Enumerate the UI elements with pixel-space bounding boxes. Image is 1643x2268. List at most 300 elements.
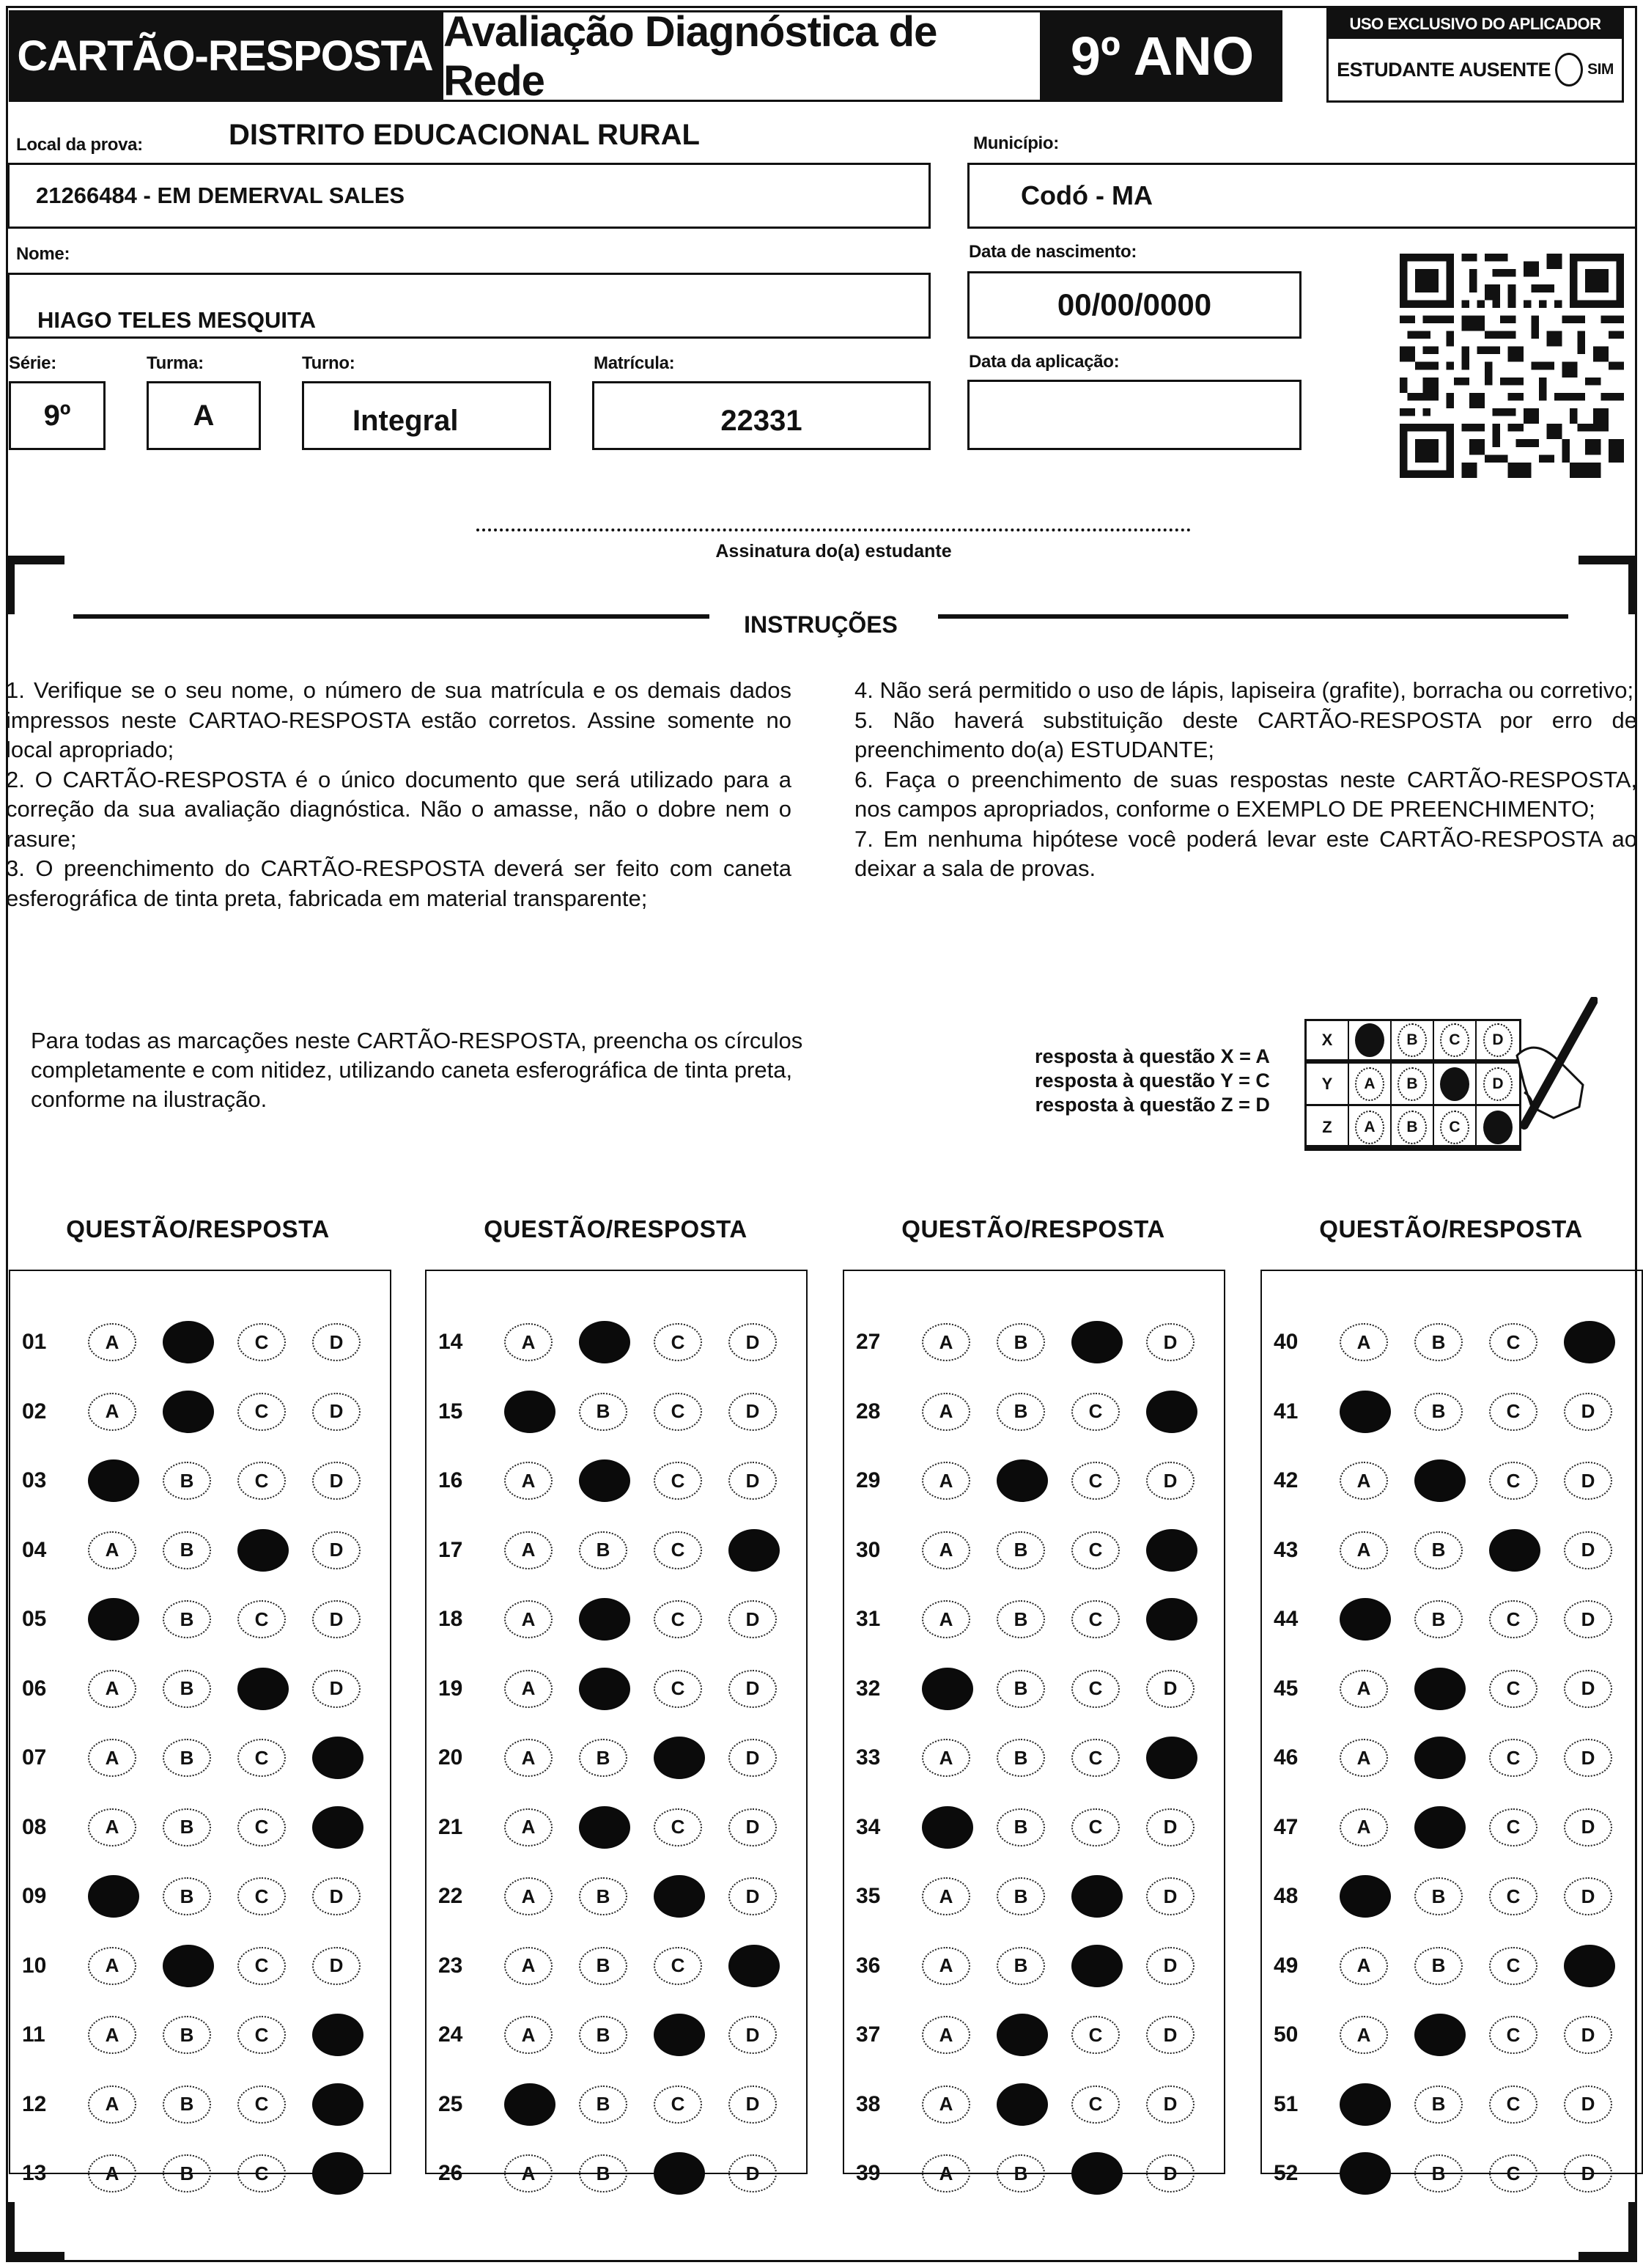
answer-bubble-d[interactable]: D (312, 1393, 361, 1431)
question-row (10, 2139, 390, 2209)
answer-bubble-a[interactable] (88, 1459, 139, 1502)
answer-bubble-b[interactable]: B (163, 1877, 211, 1915)
answer-bubble-d[interactable]: D (728, 2154, 777, 2192)
answer-bubble-a[interactable]: A (504, 1531, 553, 1569)
example-bubble-a: A (1355, 1111, 1384, 1144)
answer-bubble-b[interactable]: B (997, 1739, 1045, 1777)
example-bubble-a (1355, 1023, 1384, 1057)
answer-bubble-b[interactable]: B (1414, 1531, 1463, 1569)
answer-bubble-d[interactable] (1564, 1945, 1615, 1987)
question-number: 11 (22, 2022, 45, 2047)
answer-bubble-c[interactable]: C (237, 1462, 286, 1500)
answer-bubble-b[interactable]: B (163, 2016, 211, 2054)
answer-bubble-b[interactable]: B (579, 1739, 627, 1777)
answer-bubble-b[interactable] (997, 2083, 1048, 2126)
question-number: 45 (1274, 1676, 1299, 1701)
answer-bubble-b[interactable]: B (997, 1877, 1045, 1915)
answer-bubble-d[interactable]: D (728, 1808, 777, 1847)
answer-bubble-c[interactable] (1071, 1875, 1123, 1918)
answer-bubble-a[interactable]: A (504, 2154, 553, 2192)
question-row (844, 2000, 1224, 2070)
answer-bubble-a[interactable]: A (1340, 2016, 1388, 2054)
answer-bubble-b[interactable]: B (579, 2154, 627, 2192)
question-number: 25 (438, 2091, 463, 2116)
answer-bubble-c[interactable]: C (1489, 1393, 1537, 1431)
example-text: Para todas as marcações neste CARTÃO-RESPOSTA, preencha os círculos completamente e com nitidez, utilizando caneta esferográfica de tinta preta, conforme na ilustração. (31, 1028, 803, 1112)
answer-bubble-b[interactable]: B (163, 2085, 211, 2124)
answer-bubble-b[interactable]: B (997, 1670, 1045, 1708)
answer-bubble-a[interactable]: A (1340, 1947, 1388, 1985)
question-row (10, 1585, 390, 1654)
answer-bubble-d[interactable]: D (312, 1877, 361, 1915)
question-row (1262, 1932, 1642, 2001)
answer-bubble-d[interactable] (312, 2152, 363, 2195)
answer-bubble-a[interactable]: A (504, 1462, 553, 1500)
registration-mark-bottom-right (1579, 2202, 1637, 2261)
answer-bubble-d[interactable] (312, 1806, 363, 1849)
answer-bubble-a[interactable]: A (504, 1323, 553, 1361)
answer-bubble-c[interactable]: C (654, 1393, 702, 1431)
answer-bubble-a[interactable]: A (922, 1877, 970, 1915)
question-number: 26 (438, 2161, 463, 2186)
answer-column-3 (843, 1270, 1225, 2186)
answer-bubble-d[interactable]: D (312, 1600, 361, 1638)
answer-bubble-c[interactable]: C (237, 1808, 286, 1847)
answer-bubble-d[interactable]: D (1146, 1323, 1195, 1361)
question-number: 28 (856, 1399, 881, 1424)
answer-bubble-c[interactable]: C (1489, 1877, 1537, 1915)
answer-bubble-d[interactable]: D (728, 1393, 777, 1431)
answer-bubble-d[interactable] (1146, 1391, 1197, 1433)
answer-bubble-a[interactable]: A (922, 1323, 970, 1361)
answer-bubble-b[interactable]: B (579, 1531, 627, 1569)
answer-bubble-a[interactable]: A (88, 2154, 136, 2192)
answer-bubble-a[interactable]: A (88, 1947, 136, 1985)
answer-bubble-a[interactable]: A (88, 1808, 136, 1847)
answer-bubble-a[interactable] (1340, 2152, 1391, 2195)
answer-bubble-c[interactable]: C (237, 1947, 286, 1985)
question-row (427, 2070, 806, 2140)
turma-field (147, 381, 261, 450)
example-row (1307, 1064, 1519, 1106)
answer-bubble-d[interactable]: D (728, 2016, 777, 2054)
answer-bubble-d[interactable]: D (1146, 1808, 1195, 1847)
answer-bubble-c[interactable]: C (1071, 1739, 1120, 1777)
answer-bubble-a[interactable]: A (88, 1531, 136, 1569)
example-cell (1349, 1021, 1392, 1059)
column-header: QUESTÃO/RESPOSTA (1319, 1215, 1583, 1242)
absent-checkbox[interactable] (1555, 53, 1583, 86)
question-row (1262, 1308, 1642, 1377)
answer-bubble-a[interactable]: A (504, 1808, 553, 1847)
answer-bubble-a[interactable]: A (88, 1323, 136, 1361)
answer-bubble-d[interactable]: D (728, 2085, 777, 2124)
answer-bubble-c[interactable] (1071, 2152, 1123, 2195)
answer-bubble-d[interactable]: D (1146, 2016, 1195, 2054)
answer-bubble-a[interactable]: A (504, 1670, 553, 1708)
question-number: 16 (438, 1468, 463, 1493)
answer-bubble-c[interactable] (1071, 1321, 1123, 1363)
answer-bubble-c[interactable]: C (1071, 1531, 1120, 1569)
aplicacao-label: Data da aplicação: (969, 352, 1120, 372)
answer-bubble-d[interactable]: D (728, 1600, 777, 1638)
answer-bubble-b[interactable]: B (997, 2154, 1045, 2192)
answer-bubble-a[interactable]: A (1340, 1739, 1388, 1777)
registration-mark-top-left (6, 556, 64, 614)
answer-bubble-c[interactable]: C (654, 1462, 702, 1500)
signature-line[interactable] (476, 529, 1191, 531)
question-number: 32 (856, 1676, 881, 1701)
registration-mark-top-right (1579, 556, 1637, 614)
answer-bubble-b[interactable]: B (163, 1462, 211, 1500)
answer-bubble-a[interactable]: A (504, 2016, 553, 2054)
answer-bubble-b[interactable]: B (579, 1877, 627, 1915)
answer-bubble-b[interactable]: B (163, 1739, 211, 1777)
answer-bubble-a[interactable]: A (88, 1670, 136, 1708)
answer-bubble-c[interactable] (654, 2152, 705, 2195)
answer-bubble-a[interactable]: A (922, 1600, 970, 1638)
serie-field (9, 381, 106, 450)
answer-bubble-a[interactable]: A (88, 2016, 136, 2054)
answer-bubble-a[interactable]: A (504, 1600, 553, 1638)
question-number: 14 (438, 1330, 463, 1355)
card-title: CARTÃO-RESPOSTA (9, 10, 441, 102)
answer-bubble-a[interactable]: A (1340, 1462, 1388, 1500)
registration-mark-bottom-left (6, 2202, 64, 2261)
question-row (844, 1308, 1224, 1377)
question-number: 10 (22, 1953, 47, 1978)
answer-bubble-c[interactable]: C (237, 1600, 286, 1638)
answer-bubble-c[interactable]: C (1489, 1739, 1537, 1777)
answer-bubble-b[interactable]: B (1414, 1877, 1463, 1915)
answer-bubble-d[interactable]: D (1564, 1600, 1612, 1638)
answer-bubble-c[interactable]: C (1489, 2085, 1537, 2124)
answer-bubble-c[interactable]: C (1071, 2016, 1120, 2054)
answer-bubble-a[interactable]: A (88, 2085, 136, 2124)
answer-bubble-b[interactable] (163, 1945, 214, 1987)
answer-bubble-c[interactable]: C (1489, 1600, 1537, 1638)
answer-bubble-d[interactable] (728, 1529, 780, 1572)
example-cell (1392, 1064, 1434, 1104)
legend-line: resposta à questão Z = D (1035, 1094, 1270, 1116)
question-row (10, 1446, 390, 1516)
municipio-label: Município: (973, 133, 1059, 153)
answer-bubble-d[interactable] (1146, 1737, 1197, 1779)
instruction-item: 1. Verifique se o seu nome, o número de sua matrícula e os demais dados impressos neste CARTAO-RESPOSTA estão corretos. Assine somente no local apropriado; (6, 677, 791, 762)
answer-bubble-d[interactable]: D (1564, 1393, 1612, 1431)
answer-bubble-d[interactable]: D (1564, 2085, 1612, 2124)
question-row (844, 1654, 1224, 1724)
answer-bubble-b[interactable]: B (163, 1531, 211, 1569)
nascimento-value: 00/00/0000 (1057, 287, 1212, 322)
question-row (427, 1932, 806, 2001)
answer-bubble-a[interactable] (922, 1668, 973, 1710)
question-number: 04 (22, 1537, 47, 1562)
answer-bubble-d[interactable] (312, 1737, 363, 1779)
example-cell (1349, 1106, 1392, 1149)
example-bubble-c (1440, 1067, 1469, 1101)
absent-label: ESTUDANTE AUSENTE (1337, 58, 1551, 81)
answer-bubble-d[interactable]: D (1564, 2154, 1612, 2192)
question-number: 31 (856, 1607, 881, 1632)
answer-bubble-d[interactable] (728, 1945, 780, 1987)
answer-bubble-d[interactable]: D (312, 1462, 361, 1500)
answer-bubble-a[interactable] (504, 2083, 555, 2126)
answer-bubble-d[interactable]: D (1564, 1877, 1612, 1915)
answer-bubble-b[interactable]: B (997, 1600, 1045, 1638)
answer-bubble-c[interactable]: C (654, 1670, 702, 1708)
answer-bubble-b[interactable]: B (579, 1393, 627, 1431)
question-row (1262, 1585, 1642, 1654)
answer-bubble-d[interactable]: D (728, 1323, 777, 1361)
question-row (844, 1862, 1224, 1932)
answer-bubble-c[interactable] (1489, 1529, 1540, 1572)
answer-bubble-d[interactable]: D (728, 1670, 777, 1708)
answer-bubble-d[interactable]: D (728, 1462, 777, 1500)
question-row (427, 2000, 806, 2070)
question-number: 36 (856, 1953, 881, 1978)
answer-bubble-b[interactable]: B (579, 2016, 627, 2054)
answer-bubble-b[interactable]: B (997, 1323, 1045, 1361)
answer-bubble-d[interactable]: D (1146, 1462, 1195, 1500)
answer-bubble-b[interactable]: B (997, 1947, 1045, 1985)
example-row-label: X (1307, 1021, 1349, 1059)
answer-bubble-c[interactable]: C (654, 1323, 702, 1361)
answer-bubble-d[interactable] (1146, 1529, 1197, 1572)
answer-bubble-a[interactable]: A (922, 1531, 970, 1569)
answer-bubble-b[interactable]: B (1414, 2154, 1463, 2192)
answer-bubble-c[interactable]: C (1489, 1808, 1537, 1847)
answer-bubble-d[interactable]: D (312, 1323, 361, 1361)
answer-bubble-d[interactable]: D (312, 1670, 361, 1708)
answer-bubble-c[interactable]: C (237, 1739, 286, 1777)
answer-bubble-d[interactable]: D (728, 1739, 777, 1777)
answer-bubble-b[interactable]: B (579, 1947, 627, 1985)
question-number: 27 (856, 1330, 881, 1355)
example-bubble-d: D (1483, 1067, 1513, 1101)
answer-bubble-a[interactable] (88, 1875, 139, 1918)
answer-bubble-c[interactable]: C (237, 1877, 286, 1915)
question-row (427, 1446, 806, 1516)
answer-bubble-d[interactable] (312, 2083, 363, 2126)
answer-bubble-a[interactable]: A (922, 1947, 970, 1985)
serie-label: Série: (9, 353, 56, 373)
answer-bubble-d[interactable]: D (1146, 1947, 1195, 1985)
answer-bubble-c[interactable]: C (1071, 1393, 1120, 1431)
question-number: 46 (1274, 1745, 1299, 1770)
answer-bubble-c[interactable]: C (654, 1808, 702, 1847)
question-row (10, 1377, 390, 1447)
answer-bubble-d[interactable] (1564, 1321, 1615, 1363)
answer-bubble-a[interactable]: A (1340, 1808, 1388, 1847)
column-header: QUESTÃO/RESPOSTA (66, 1215, 330, 1242)
answer-bubble-c[interactable]: C (654, 1947, 702, 1985)
answer-bubble-d[interactable] (1146, 1598, 1197, 1641)
question-number: 44 (1274, 1607, 1299, 1632)
answer-bubble-a[interactable]: A (504, 1739, 553, 1777)
answer-bubble-b[interactable] (1414, 1806, 1466, 1849)
question-number: 18 (438, 1607, 463, 1632)
answer-bubble-c[interactable] (654, 1875, 705, 1918)
answer-bubble-c[interactable]: C (654, 1600, 702, 1638)
answer-bubble-d[interactable]: D (1146, 1877, 1195, 1915)
answer-bubble-b[interactable]: B (1414, 1947, 1463, 1985)
answer-bubble-d[interactable]: D (1146, 2154, 1195, 2192)
answer-bubble-c[interactable]: C (654, 1531, 702, 1569)
answer-bubble-c[interactable]: C (1489, 2016, 1537, 2054)
question-row (1262, 1862, 1642, 1932)
answer-bubble-b[interactable] (1414, 2014, 1466, 2056)
answer-bubble-c[interactable]: C (1489, 1670, 1537, 1708)
answer-bubble-b[interactable]: B (163, 1808, 211, 1847)
answer-bubble-c[interactable] (237, 1668, 289, 1710)
instruction-item: 6. Faça o preenchimento de suas respostas neste CARTÃO-RESPOSTA, nos campos apropriados, conforme o EXEMPLO DE PREENCHIMENTO; (854, 766, 1637, 822)
question-number: 12 (22, 2091, 47, 2116)
question-number: 30 (856, 1537, 881, 1562)
answer-bubble-c[interactable] (237, 1529, 289, 1572)
answer-bubble-a[interactable]: A (922, 2154, 970, 2192)
answer-bubble-a[interactable]: A (88, 1739, 136, 1777)
answer-bubble-b[interactable]: B (997, 1531, 1045, 1569)
answer-bubble-b[interactable]: B (997, 1808, 1045, 1847)
answer-bubble-b[interactable] (579, 1598, 630, 1641)
answer-bubble-b[interactable]: B (163, 1600, 211, 1638)
answer-bubble-b[interactable] (163, 1321, 214, 1363)
applicator-box (1326, 7, 1624, 103)
question-number: 19 (438, 1676, 463, 1701)
answer-bubble-c[interactable]: C (1489, 1462, 1537, 1500)
question-row (844, 1932, 1224, 2001)
municipio-value: Codó - MA (1021, 180, 1153, 210)
question-number: 29 (856, 1468, 881, 1493)
answer-bubble-c[interactable]: C (237, 1393, 286, 1431)
question-row (844, 1585, 1224, 1654)
question-row (10, 1516, 390, 1586)
answer-bubble-a[interactable]: A (922, 1462, 970, 1500)
answer-bubble-a[interactable]: A (1340, 1670, 1388, 1708)
answer-bubble-d[interactable]: D (1564, 1670, 1612, 1708)
question-row (10, 1793, 390, 1863)
question-row (1262, 2139, 1642, 2209)
answer-bubble-c[interactable]: C (1071, 1808, 1120, 1847)
answer-bubble-b[interactable] (579, 1321, 630, 1363)
answer-bubble-a[interactable]: A (88, 1393, 136, 1431)
answer-bubble-c[interactable]: C (654, 2085, 702, 2124)
answer-bubble-a[interactable] (1340, 1598, 1391, 1641)
nome-value: HIAGO TELES MESQUITA (37, 307, 317, 333)
answer-bubble-b[interactable] (997, 1459, 1048, 1502)
answer-bubble-d[interactable]: D (1564, 1808, 1612, 1847)
aplicacao-field (967, 380, 1302, 450)
answer-bubble-c[interactable]: C (237, 2154, 286, 2192)
answer-bubble-b[interactable]: B (163, 2154, 211, 2192)
answer-bubble-b[interactable]: B (579, 2085, 627, 2124)
answer-bubble-c[interactable]: C (237, 1323, 286, 1361)
instruction-item: 7. Em nenhuma hipótese você poderá levar este CARTÃO-RESPOSTA ao deixar a sala de provas. (854, 825, 1637, 881)
answer-bubble-c[interactable]: C (1071, 1600, 1120, 1638)
answer-bubble-b[interactable] (163, 1391, 214, 1433)
answer-bubble-d[interactable]: D (1146, 2085, 1195, 2124)
answer-bubble-a[interactable]: A (504, 1947, 553, 1985)
nome-field (7, 273, 931, 339)
answer-bubble-d[interactable] (312, 2014, 363, 2056)
answer-bubble-d[interactable]: D (1564, 1531, 1612, 1569)
answer-bubble-d[interactable]: D (1564, 1462, 1612, 1500)
answer-bubble-c[interactable]: C (1489, 1947, 1537, 1985)
answer-bubble-a[interactable]: A (922, 2016, 970, 2054)
answer-bubble-b[interactable]: B (997, 1393, 1045, 1431)
answer-bubble-c[interactable] (654, 1737, 705, 1779)
question-number: 20 (438, 1745, 463, 1770)
answer-bubble-c[interactable]: C (1071, 2085, 1120, 2124)
serie-value: 9º (43, 399, 71, 432)
answer-bubble-b[interactable] (579, 1459, 630, 1502)
answer-bubble-b[interactable]: B (163, 1670, 211, 1708)
answer-bubble-b[interactable] (1414, 1737, 1466, 1779)
answer-bubble-b[interactable]: B (1414, 1323, 1463, 1361)
answer-bubble-b[interactable] (1414, 1459, 1466, 1502)
question-row (844, 2139, 1224, 2209)
question-number: 48 (1274, 1884, 1299, 1909)
answer-bubble-a[interactable] (1340, 1391, 1391, 1433)
answer-bubble-b[interactable] (997, 2014, 1048, 2056)
answer-bubble-c[interactable]: C (1489, 1323, 1537, 1361)
nome-label: Nome: (16, 244, 70, 264)
answer-bubble-a[interactable]: A (922, 2085, 970, 2124)
answer-bubble-d[interactable]: D (1564, 2016, 1612, 2054)
answer-bubble-d[interactable]: D (1564, 1739, 1612, 1777)
answer-bubble-a[interactable] (88, 1598, 139, 1641)
answer-bubble-c[interactable] (654, 2014, 705, 2056)
local-field (7, 163, 931, 229)
answer-bubble-c[interactable]: C (1071, 1462, 1120, 1500)
answer-bubble-b[interactable]: B (1414, 2085, 1463, 2124)
answer-bubble-b[interactable] (579, 1806, 630, 1849)
question-row (10, 1308, 390, 1377)
answer-bubble-d[interactable]: D (312, 1531, 361, 1569)
example-bubble-b: B (1398, 1067, 1427, 1101)
answer-bubble-b[interactable]: B (1414, 1600, 1463, 1638)
column-header: QUESTÃO/RESPOSTA (901, 1215, 1165, 1242)
instruction-item: 2. O CARTÃO-RESPOSTA é o único documento que será utilizado para a correção da sua avaliação diagnóstica. Não o amasse, não o dobre nem o rasure; (6, 766, 791, 852)
answer-bubble-c[interactable]: C (237, 2085, 286, 2124)
answer-bubble-a[interactable] (1340, 2083, 1391, 2126)
answer-bubble-c[interactable]: C (1071, 1670, 1120, 1708)
answer-bubble-a[interactable]: A (1340, 1323, 1388, 1361)
nascimento-label: Data de nascimento: (969, 242, 1137, 262)
turno-field (302, 381, 551, 450)
answer-bubble-b[interactable] (579, 1668, 630, 1710)
answer-bubble-d[interactable]: D (1146, 1670, 1195, 1708)
answer-bubble-a[interactable] (922, 1806, 973, 1849)
answer-bubble-a[interactable]: A (1340, 1531, 1388, 1569)
answer-bubble-a[interactable]: A (922, 1393, 970, 1431)
answer-bubble-c[interactable]: C (1489, 2154, 1537, 2192)
answer-bubble-a[interactable]: A (504, 1877, 553, 1915)
answer-bubble-a[interactable] (1340, 1875, 1391, 1918)
question-number: 22 (438, 1884, 463, 1909)
answer-bubble-d[interactable]: D (728, 1877, 777, 1915)
answer-bubble-b[interactable]: B (1414, 1393, 1463, 1431)
answer-bubble-c[interactable]: C (237, 2016, 286, 2054)
answer-bubble-d[interactable]: D (312, 1947, 361, 1985)
example-cell (1434, 1064, 1477, 1104)
answer-bubble-a[interactable]: A (922, 1739, 970, 1777)
answer-bubble-a[interactable] (504, 1391, 555, 1433)
answer-bubble-b[interactable] (1414, 1668, 1466, 1710)
question-row (1262, 1793, 1642, 1863)
answer-bubble-c[interactable] (1071, 1945, 1123, 1987)
